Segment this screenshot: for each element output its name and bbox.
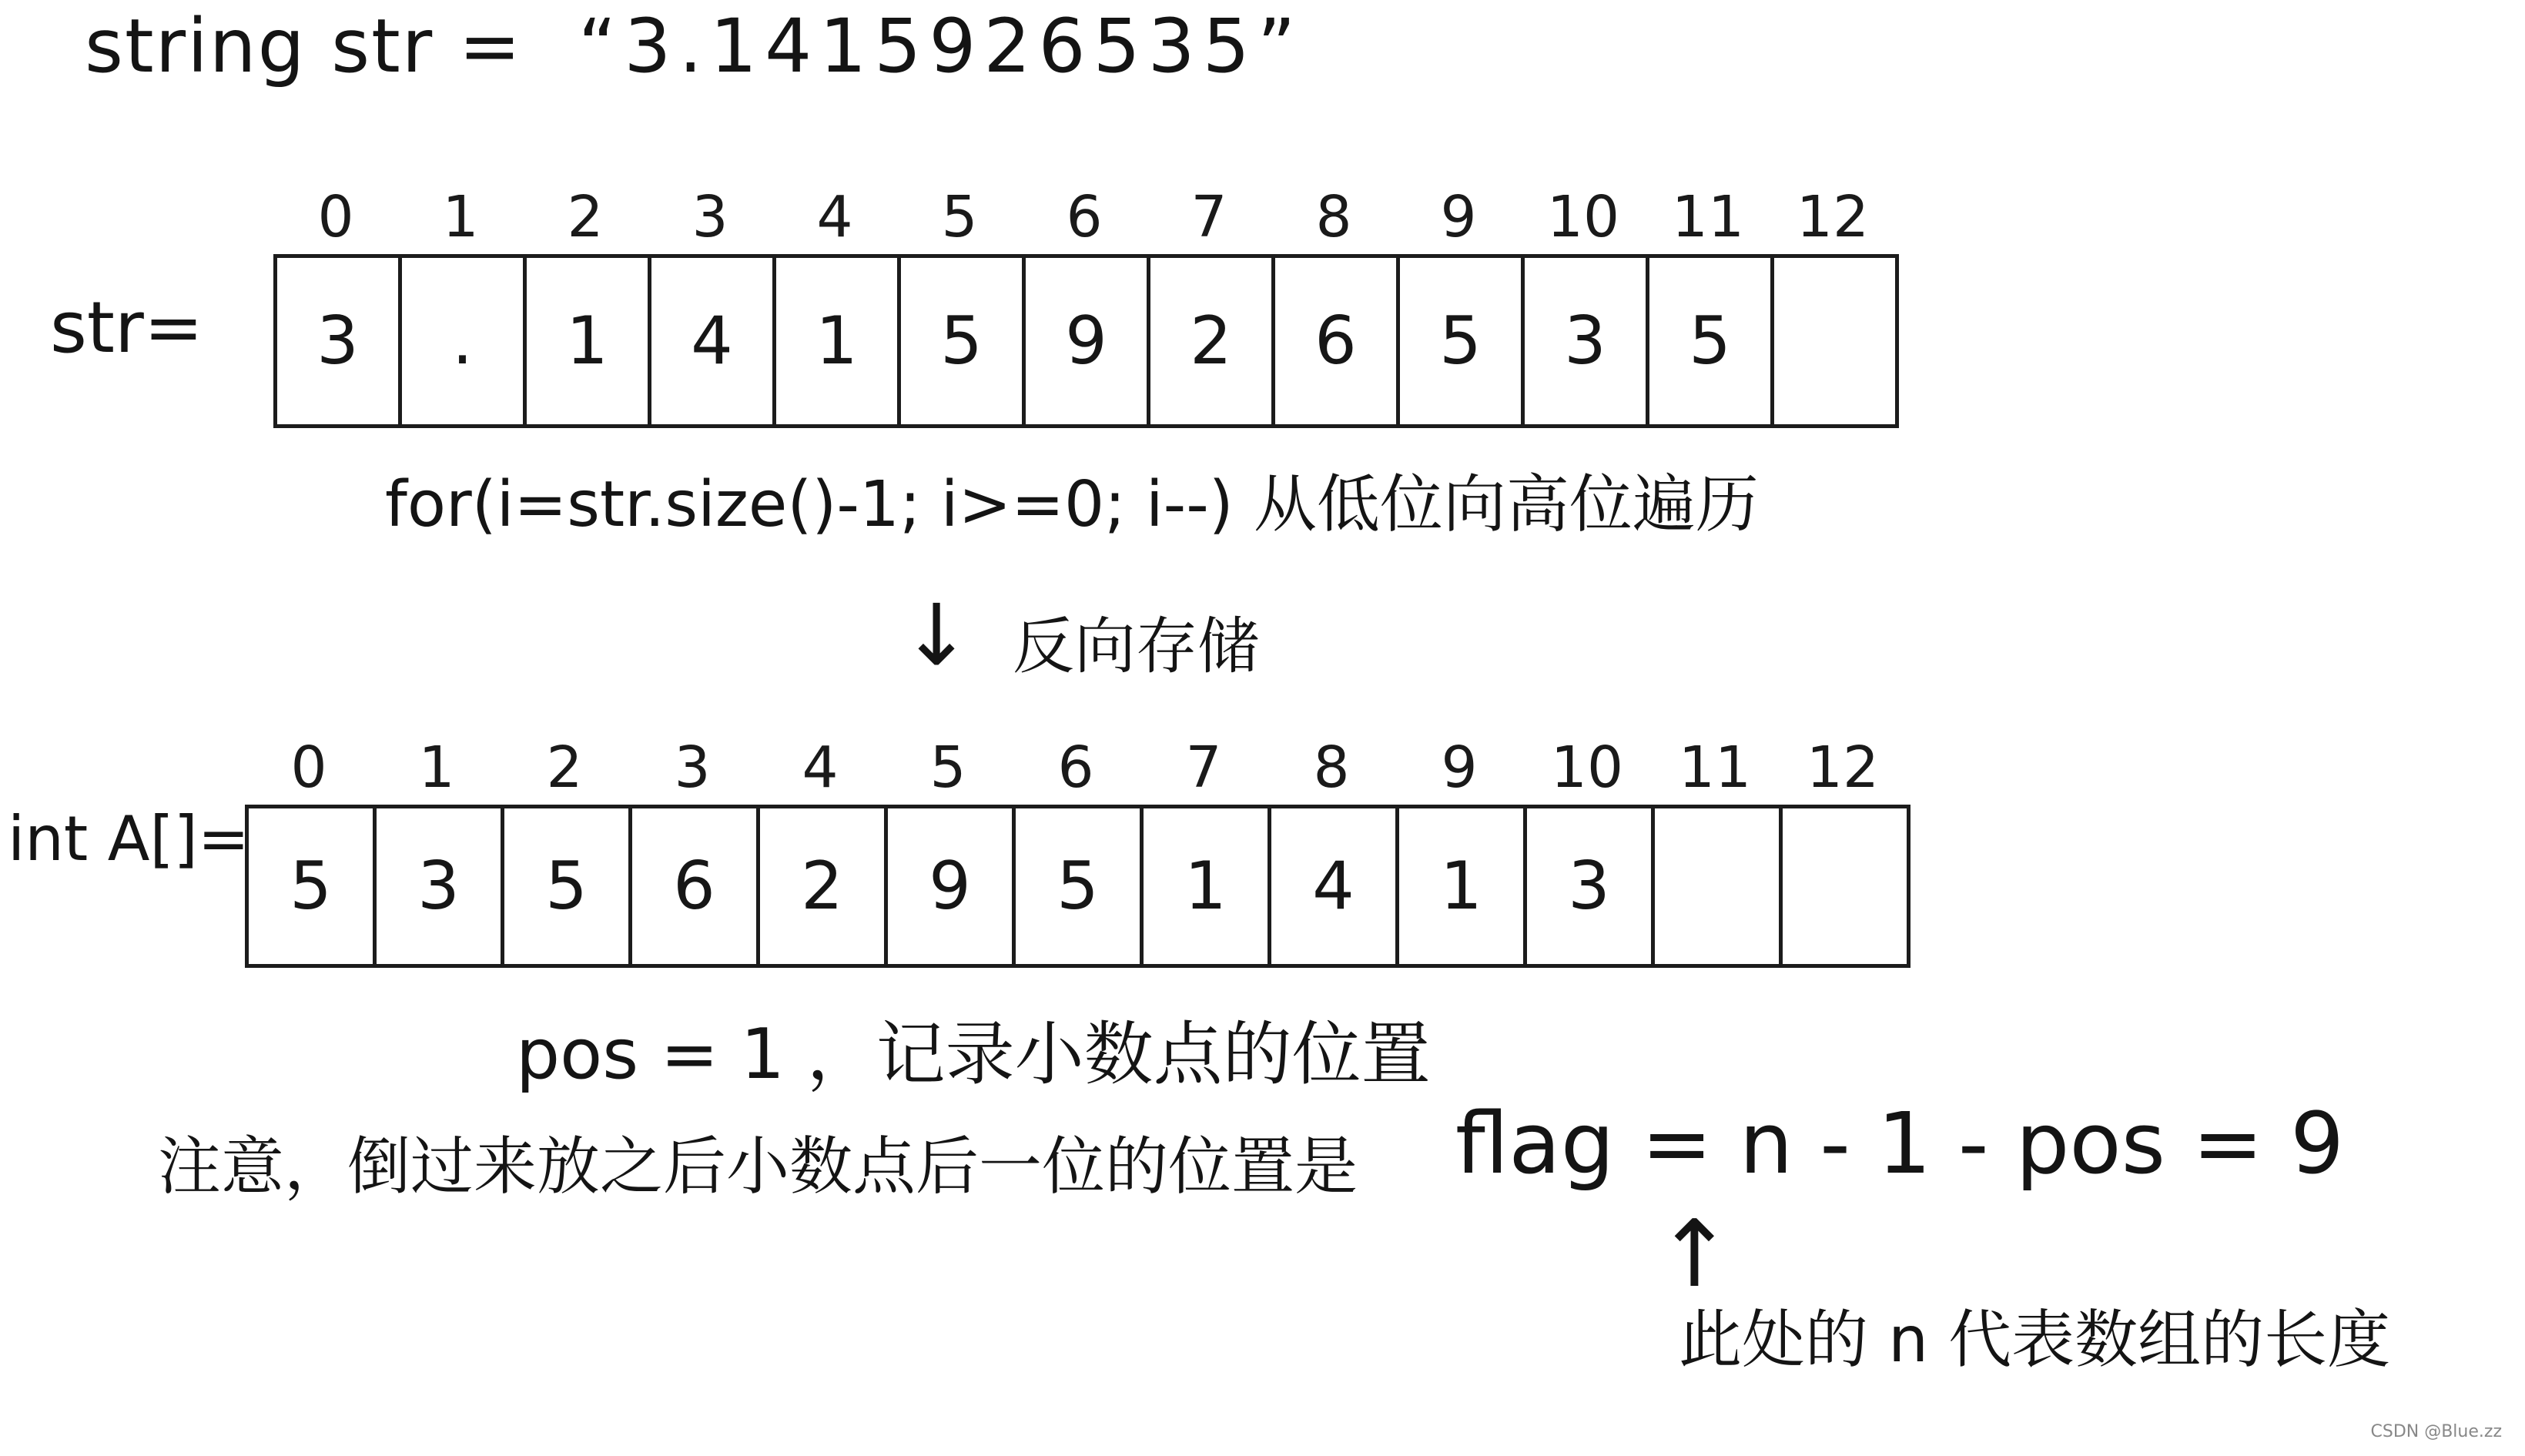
int-cell: 1 [1140,805,1271,968]
str-index-label: 5 [941,184,978,250]
str-index-label: 1 [442,184,479,250]
int-index-label: 7 [1185,735,1222,801]
int-cell: 5 [1012,805,1144,968]
str-index-label: 11 [1671,184,1745,250]
int-index-label: 6 [1057,735,1094,801]
flag-formula: flag = n - 1 - pos = 9 [1455,1094,2345,1193]
str-index-label: 12 [1796,184,1870,250]
int-index-label: 1 [418,735,455,801]
str-index-label: 6 [1066,184,1103,250]
int-index-label: 3 [674,735,711,801]
str-cell: 2 [1147,254,1275,428]
int-index-label: 12 [1806,735,1880,801]
int-index-label: 9 [1441,735,1478,801]
str-array [273,254,1899,428]
str-cell: 5 [1646,254,1774,428]
int-index-row [245,724,1907,801]
title-value: “3.1415926535” [578,3,1304,89]
int-cell: 4 [1268,805,1399,968]
int-cell: 1 [1395,805,1527,968]
str-index-row [273,173,1895,250]
credit-watermark: CSDN @Blue.zz [2370,1422,2502,1441]
int-array [245,805,1910,968]
int-index-label: 2 [546,735,583,801]
int-index-label: 4 [802,735,839,801]
str-cell [1770,254,1899,428]
str-label: str= [50,286,203,369]
str-cell: 1 [772,254,901,428]
note-text: 注意，倒过来放之后小数点后一位的位置是 [158,1130,1358,1203]
str-index-label: 7 [1191,184,1227,250]
title-declaration [85,3,1304,89]
str-cell: 5 [897,254,1026,428]
str-cell: 1 [523,254,651,428]
int-index-label: 5 [929,735,966,801]
str-cell: 4 [648,254,776,428]
str-index-label: 0 [317,184,354,250]
loop-text: for(i=str.size()-1; i>=0; i--) 从低位向高位遍历 [385,468,1759,541]
str-index-label: 9 [1440,184,1477,250]
int-cell: 6 [628,805,760,968]
int-index-label: 11 [1678,735,1752,801]
int-cell [1779,805,1910,968]
str-cell: 5 [1396,254,1525,428]
int-cell: 9 [884,805,1016,968]
str-index-label: 8 [1315,184,1352,250]
str-cell: . [398,254,527,428]
flag-note: 此处的 n 代表数组的长度 [1679,1304,2391,1377]
int-array-label: int A[]= [8,803,249,875]
int-cell: 2 [756,805,888,968]
int-cell: 5 [501,805,632,968]
int-cell: 3 [1523,805,1655,968]
int-index-label: 0 [290,735,327,801]
int-index-label: 10 [1550,735,1624,801]
str-index-label: 4 [816,184,853,250]
reverse-store-text: 反向存储 [1013,611,1259,682]
str-cell: 3 [273,254,402,428]
int-index-label: 8 [1313,735,1350,801]
up-arrow-icon: ↑ [1656,1201,1733,1308]
str-cell: 6 [1271,254,1400,428]
str-index-label: 3 [692,184,728,250]
down-arrow-icon: ↓ [901,586,973,684]
int-cell: 5 [245,805,377,968]
title-prefix: string str = [85,3,548,89]
str-index-label: 2 [567,184,604,250]
str-index-label: 10 [1546,184,1620,250]
int-cell: 3 [373,805,504,968]
pos-text: pos = 1 ，记录小数点的位置 [516,1014,1431,1095]
str-cell: 9 [1022,254,1150,428]
int-cell [1651,805,1783,968]
str-cell: 3 [1521,254,1649,428]
